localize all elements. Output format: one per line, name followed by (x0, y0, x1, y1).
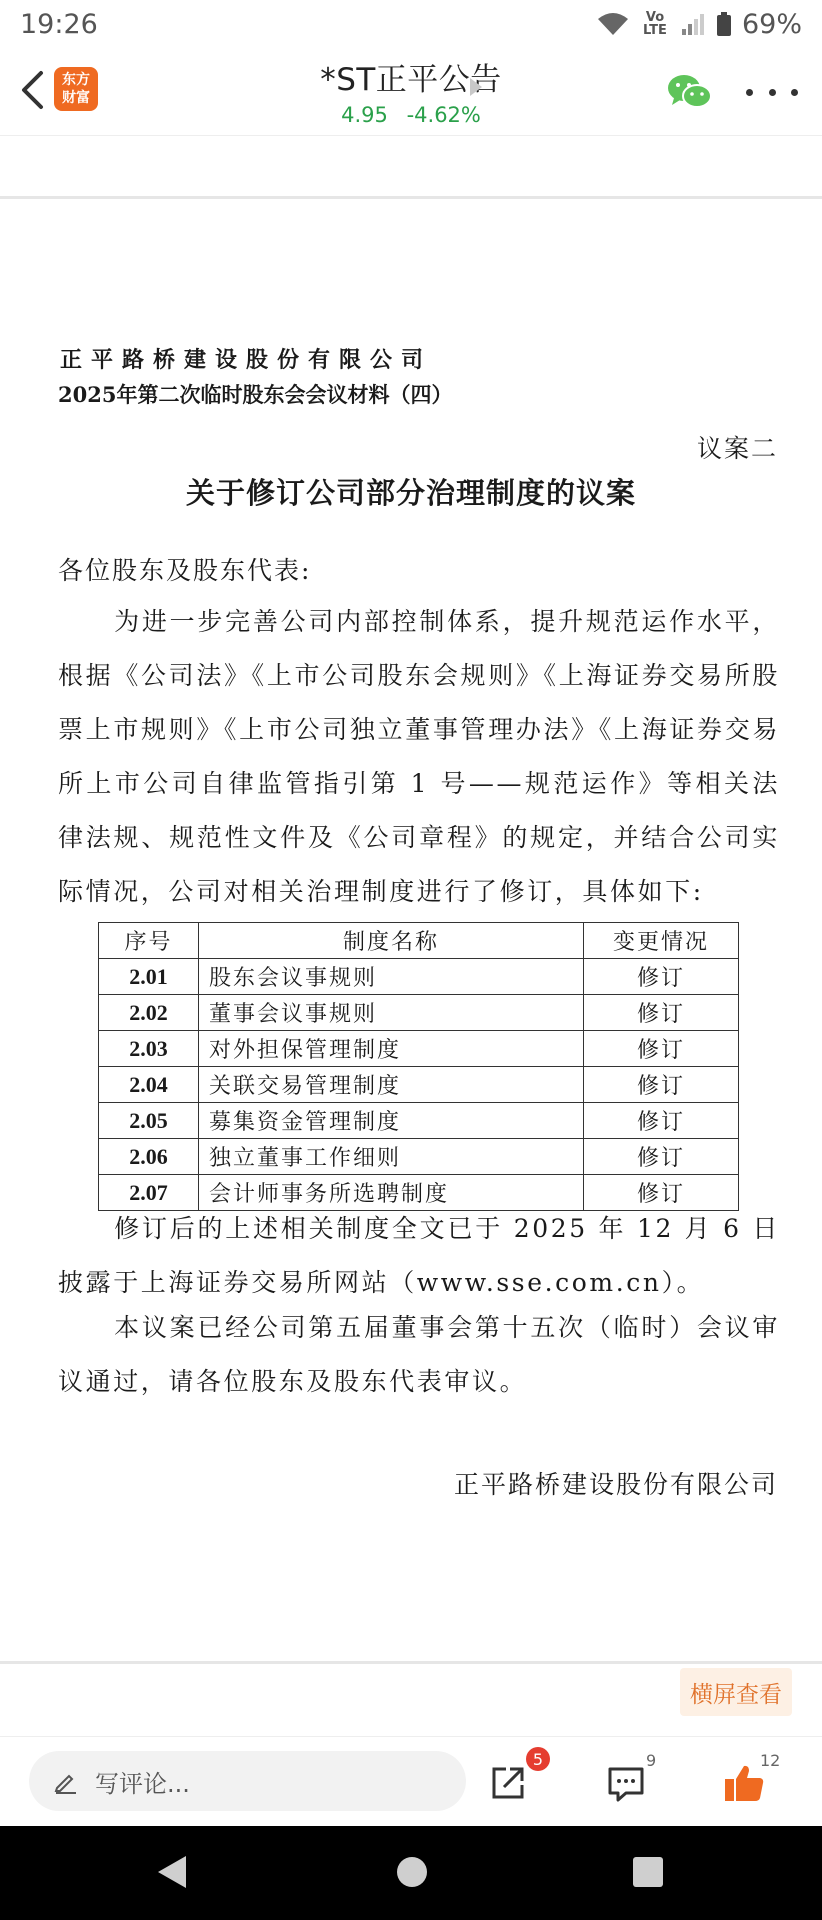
status-time: 19:26 (20, 8, 98, 40)
app-logo-line2: 财富 (62, 90, 90, 106)
signal-icon (680, 11, 706, 37)
wechat-share-button[interactable] (666, 72, 714, 112)
share-count-badge: 5 (526, 1747, 550, 1771)
app-header (0, 48, 822, 136)
row-name: 关联交易管理制度 (199, 1067, 584, 1103)
nav-recents-icon[interactable] (633, 1857, 663, 1887)
row-status: 修订 (584, 959, 739, 995)
nav-home-icon[interactable] (397, 1857, 427, 1887)
row-no: 2.03 (99, 1031, 199, 1067)
volte-label: Vo LTE (643, 10, 667, 38)
paragraph-approval-text: 本议案已经公司第五届董事会第十五次（临时）会议审议通过，请各位股东及股东代表审议。 (58, 1313, 780, 1396)
company-name-header: 正平路桥建设股份有限公司 (60, 347, 433, 373)
stock-price: 4.95 (341, 103, 388, 127)
salutation: 各位股东及股东代表: (58, 556, 312, 585)
paragraph-approval (58, 1301, 780, 1409)
system-nav-bar (0, 1826, 822, 1920)
play-arrow-icon[interactable] (470, 78, 482, 96)
battery-percent: 69% (741, 8, 802, 40)
comment-count: 9 (646, 1751, 657, 1770)
table-row (99, 1103, 739, 1139)
row-status: 修订 (584, 1139, 739, 1175)
row-name: 董事会议事规则 (199, 995, 584, 1031)
row-no: 2.02 (99, 995, 199, 1031)
action-bar (0, 1736, 822, 1826)
header-name: 制度名称 (199, 923, 584, 959)
meeting-material-header: 2025年第二次临时股东会会议材料（四） (58, 382, 453, 407)
paragraph-disclosure-text: 修订后的上述相关制度全文已于 2025 年 12 月 6 日披露于上海证券交易所网站（www.sse.com.cn）。 (58, 1214, 780, 1297)
stock-title: *ST正平公告 (320, 62, 502, 98)
pen-icon (53, 1768, 79, 1794)
stock-change: -4.62% (406, 103, 481, 127)
row-no: 2.04 (99, 1067, 199, 1103)
wifi-icon (596, 11, 630, 37)
paragraph-disclosure (58, 1202, 780, 1310)
row-status: 修订 (584, 1067, 739, 1103)
row-no: 2.01 (99, 959, 199, 995)
battery-icon (716, 11, 732, 37)
row-no: 2.05 (99, 1103, 199, 1139)
share-icon (488, 1763, 528, 1803)
like-count: 12 (760, 1751, 781, 1770)
wechat-icon (666, 72, 714, 112)
app-logo-line1: 东方 (62, 72, 90, 88)
paragraph-intro (58, 595, 780, 919)
row-no: 2.06 (99, 1139, 199, 1175)
header-no: 序号 (99, 923, 199, 959)
row-name: 对外担保管理制度 (199, 1031, 584, 1067)
status-icons (596, 9, 802, 40)
row-no: 2.07 (99, 1175, 199, 1211)
table-row (99, 995, 739, 1031)
row-status: 修订 (584, 1103, 739, 1139)
table-header-row (99, 923, 739, 959)
table-row (99, 1139, 739, 1175)
header-status: 变更情况 (584, 923, 739, 959)
landscape-view-button[interactable]: 横屏查看 (680, 1668, 792, 1716)
announcement-document (0, 199, 822, 1661)
row-status: 修订 (584, 1175, 739, 1211)
paragraph-intro-text: 为进一步完善公司内部控制体系，提升规范运作水平，根据《公司法》《上市公司股东会规则》《上海证券交易所股票上市规则》《上市公司独立董事管理办法》《上海证券交易所上市公司自律监管指引第 1 号——规范运作》等相关法律法规、规范性文件及《公司章程》的规定，并结合公司实际情况，公司对相关治理制度进行了修订，具体如下: (58, 607, 780, 906)
row-status: 修订 (584, 1031, 739, 1067)
proposal-number: 议案二 (696, 434, 778, 463)
nav-back-icon[interactable] (158, 1856, 186, 1888)
table-row (99, 1031, 739, 1067)
status-bar (0, 0, 822, 48)
more-dots-icon[interactable] (746, 84, 798, 100)
rules-table (98, 922, 739, 1211)
document-bottom-divider (0, 1661, 822, 1664)
comment-placeholder: 写评论... (95, 1769, 190, 1798)
comment-input[interactable] (29, 1751, 466, 1811)
row-name: 募集资金管理制度 (199, 1103, 584, 1139)
row-name: 股东会议事规则 (199, 959, 584, 995)
row-name: 独立董事工作细则 (199, 1139, 584, 1175)
signature-company: 正平路桥建设股份有限公司 (453, 1470, 778, 1499)
table-row (99, 959, 739, 995)
row-name: 会计师事务所选聘制度 (199, 1175, 584, 1211)
document-title: 关于修订公司部分治理制度的议案 (185, 476, 636, 510)
row-status: 修订 (584, 995, 739, 1031)
comment-bubble-icon (606, 1763, 646, 1803)
header-divider (0, 135, 822, 136)
table-row (99, 1067, 739, 1103)
